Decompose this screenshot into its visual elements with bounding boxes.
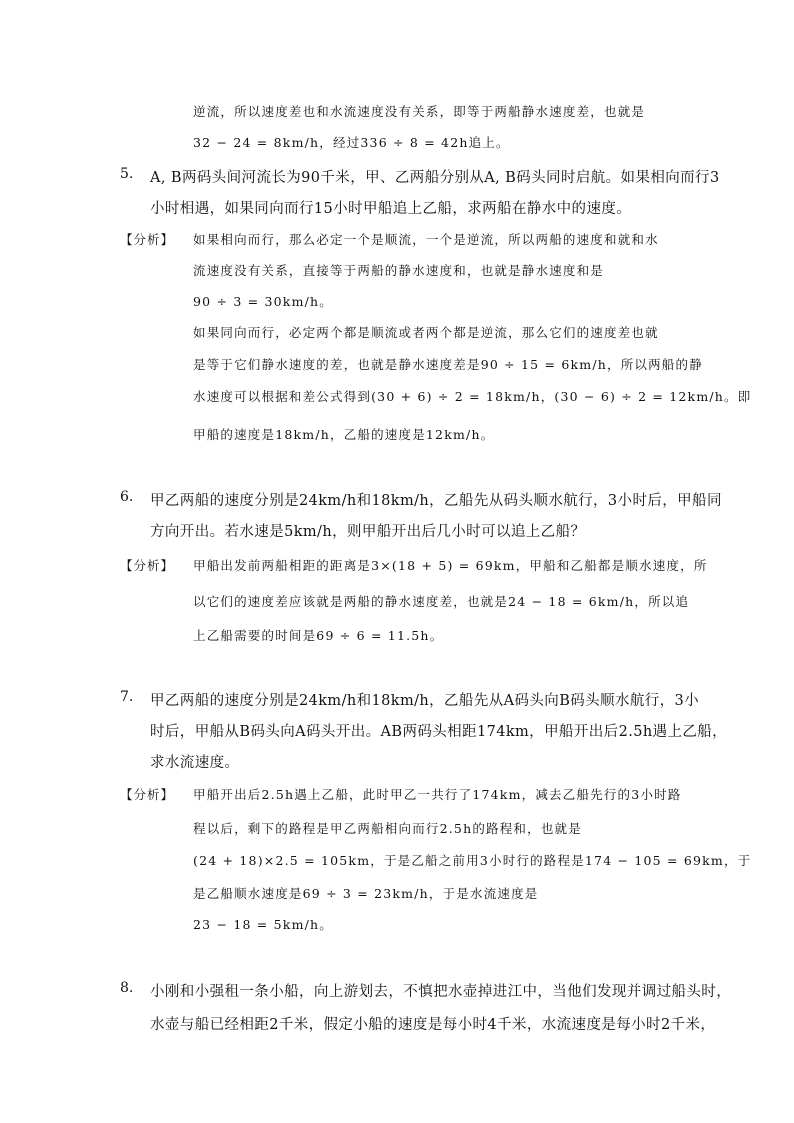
analysis-line: (24 + 18)×2.5 = 105km，于是乙船之前用3小时行的路程是174 − 105 = 69km，于: [193, 853, 752, 868]
question-line: 甲乙两船的速度分别是24km/h和18km/h，乙船先从A码头向B码头顺水航行，3小: [150, 693, 700, 709]
analysis-line: 逆流，所以速度差也和水流速度没有关系，即等于两船静水速度差，也就是: [193, 104, 646, 119]
analysis-line: 水速度可以根据和差公式得到(30 + 6) ÷ 2 = 18km/h，(30 − 6) ÷ 2 = 12km/h。即: [193, 389, 752, 404]
analysis-line: 是等于它们静水速度的差，也就是静水速度差是90 ÷ 15 = 6km/h，所以两船的静: [193, 357, 703, 372]
analysis-line: 32 − 24 = 8km/h，经过336 ÷ 8 = 42h追上。: [193, 135, 510, 150]
problem-number: 7.: [120, 689, 134, 705]
problem-number: 6.: [120, 489, 134, 505]
analysis-line: 甲船开出后2.5h遇上乙船，此时甲乙一共行了174km，减去乙船先行的3小时路: [193, 787, 682, 802]
analysis-line: 是乙船顺水速度是69 ÷ 3 = 23km/h，于是水流速度是: [193, 886, 539, 901]
analysis-line: 如果同向而行，必定两个都是顺流或者两个都是逆流，那么它们的速度差也就: [193, 325, 659, 340]
question-line: 小时相遇，如果同向而行15小时甲船追上乙船，求两船在静水中的速度。: [150, 201, 632, 217]
question-line: 水壶与船已经相距2千米，假定小船的速度是每小时4千米，水流速度是每小时2千米，: [150, 1017, 716, 1033]
analysis-line: 甲船的速度是18km/h，乙船的速度是12km/h。: [193, 427, 495, 442]
analysis-line: 如果相向而行，那么必定一个是顺流，一个是逆流，所以两船的速度和就和水: [193, 232, 659, 247]
problem-number: 8.: [120, 980, 134, 996]
question-line: 甲乙两船的速度分别是24km/h和18km/h，乙船先从码头顺水航行，3小时后，甲船同: [150, 493, 722, 509]
question-line: 求水流速度。: [150, 755, 240, 771]
question-line: 小刚和小强租一条小船，向上游划去，不慎把水壶掉进江中，当他们发现并调过船头时，: [150, 984, 732, 1000]
analysis-line: 甲船出发前两船相距的距离是3×(18 + 5) = 69km，甲船和乙船都是顺水速度，所: [193, 558, 708, 573]
question-line: A, B两码头间河流长为90千米，甲、乙两船分别从A, B码头同时启航。如果相向而行3: [150, 170, 720, 186]
question-line: 方向开出。若水速是5km/h，则甲船开出后几小时可以追上乙船？: [150, 524, 586, 540]
analysis-line: 程以后，剩下的路程是甲乙两船相向而行2.5h的路程和，也就是: [193, 821, 582, 836]
analysis-line: 23 − 18 = 5km/h。: [193, 917, 333, 932]
analysis-line: 90 ÷ 3 = 30km/h。: [193, 294, 333, 309]
analysis-label: 【分析】: [120, 232, 175, 247]
analysis-label: 【分析】: [120, 787, 175, 802]
analysis-line: 流速度没有关系，直接等于两船的静水速度和，也就是静水速度和是: [193, 263, 605, 278]
analysis-line: 上乙船需要的时间是69 ÷ 6 = 11.5h。: [193, 628, 444, 643]
analysis-line: 以它们的速度差应该就是两船的静水速度差，也就是24 − 18 = 6km/h，所以追: [193, 594, 690, 609]
problem-number: 5.: [120, 166, 134, 182]
question-line: 时后，甲船从B码头向A码头开出。AB两码头相距174km，甲船开出后2.5h遇上乙船，: [150, 724, 728, 740]
analysis-label: 【分析】: [120, 558, 175, 573]
